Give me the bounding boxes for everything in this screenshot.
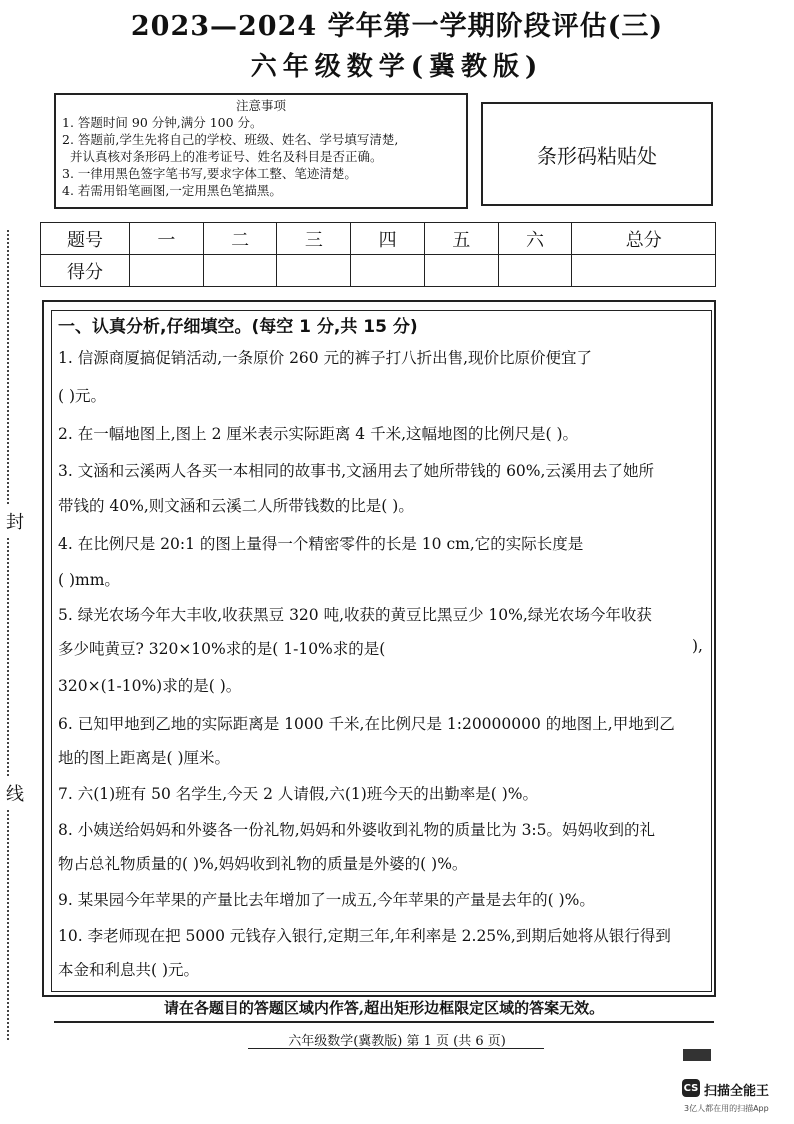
- scan-smudge: [683, 1049, 711, 1061]
- barcode-area: [481, 102, 713, 206]
- question-line: 3. 文涵和云溪两人各买一本相同的故事书,文涵用去了她所带钱的 60%,云溪用去了她所: [58, 462, 654, 480]
- score-cell: 六: [498, 223, 572, 255]
- question-line: 2. 在一幅地图上,图上 2 厘米表示实际距离 4 千米,这幅地图的比例尺是( )。: [58, 425, 579, 443]
- score-cell: 二: [203, 223, 277, 255]
- question-line: ( )元。: [58, 387, 107, 405]
- score-cell: 五: [424, 223, 498, 255]
- question-line: 9. 某果园今年苹果的产量比去年增加了一成五,今年苹果的产量是去年的( )%。: [58, 891, 595, 909]
- score-header-row: [41, 223, 716, 255]
- section-title: 一、认真分析,仔细填空。(每空 1 分,共 15 分): [58, 317, 418, 337]
- page-footer: 六年级数学(冀教版) 第 1 页 (共 6 页): [288, 1034, 506, 1049]
- notice-item: 1. 答题时间 90 分钟,满分 100 分。: [62, 115, 263, 130]
- question-line: 7. 六(1)班有 50 名学生,今天 2 人请假,六(1)班今天的出勤率是( )%。: [58, 785, 539, 803]
- notice-box: [54, 93, 468, 209]
- question-line: 物占总礼物质量的( )%,妈妈收到礼物的质量是外婆的( )%。: [58, 855, 468, 873]
- score-input-cell[interactable]: [351, 255, 425, 287]
- exam-title: 2023—2024 学年第一学期阶段评估(三): [130, 11, 664, 42]
- question-line: 5. 绿光农场今年大丰收,收获黑豆 320 吨,收获的黄豆比黑豆少 10%,绿光农场今年收获: [58, 606, 652, 624]
- notice-heading: 注意事项: [235, 98, 286, 113]
- camscanner-tagline: 3亿人都在用的扫描App: [684, 1104, 769, 1113]
- score-table: [40, 222, 716, 287]
- score-input-cell[interactable]: [277, 255, 351, 287]
- score-cell: 总分: [572, 223, 716, 255]
- exam-subtitle: 六年级数学(冀教版): [250, 52, 544, 82]
- margin-char-feng: 封: [6, 506, 24, 536]
- question-line: ( )mm。: [58, 571, 120, 589]
- score-cell: 一: [130, 223, 204, 255]
- bottom-notice: 请在各题目的答题区域内作答,超出矩形边框限定区域的答案无效。: [54, 997, 714, 1023]
- score-input-cell[interactable]: [203, 255, 277, 287]
- notice-item: 2. 答题前,学生先将自己的学校、班级、姓名、学号填写清楚,: [62, 132, 399, 147]
- question-line: 多少吨黄豆? 320×10%求的是( 1-10%求的是(: [58, 640, 386, 658]
- binding-dotted-line: [7, 230, 9, 1040]
- question-line: 本金和利息共( )元。: [58, 961, 200, 979]
- score-cell: 三: [277, 223, 351, 255]
- question-line: 地的图上距离是( )厘米。: [58, 749, 231, 767]
- score-row-label: 得分: [41, 255, 130, 287]
- question-line: 10. 李老师现在把 5000 元钱存入银行,定期三年,年利率是 2.25%,到期后她将从银行得到: [58, 927, 671, 945]
- notice-item: 4. 若需用铅笔画图,一定用黑色笔描黑。: [62, 183, 282, 198]
- score-input-cell[interactable]: [572, 255, 716, 287]
- question-line: 1. 信源商厦搞促销活动,一条原价 260 元的裤子打八折出售,现价比原价便宜了: [58, 349, 593, 367]
- score-input-cell[interactable]: [424, 255, 498, 287]
- question-line: 4. 在比例尺是 20:1 的图上量得一个精密零件的长是 10 cm,它的实际长度是: [58, 535, 584, 553]
- question-line: 320×(1-10%)求的是( )。: [58, 677, 242, 695]
- question-line: 带钱的 40%,则文涵和云溪二人所带钱数的比是( )。: [58, 497, 414, 515]
- question-line: 8. 小姨送给妈妈和外婆各一份礼物,妈妈和外婆收到礼物的质量比为 3:5。妈妈收到的礼: [58, 821, 656, 839]
- score-cell: 题号: [41, 223, 130, 255]
- camscanner-badge-text: CS: [683, 1082, 699, 1094]
- score-input-cell[interactable]: [130, 255, 204, 287]
- score-cell: 四: [351, 223, 425, 255]
- notice-item: 并认真核对条形码上的准考证号、姓名及科目是否正确。: [70, 149, 383, 164]
- barcode-label: 条形码粘贴处: [537, 143, 657, 168]
- camscanner-name: 扫描全能王: [704, 1084, 770, 1099]
- question-line-tail: ),: [692, 637, 703, 655]
- score-value-row: [41, 255, 716, 287]
- footer-rule: [248, 1048, 544, 1049]
- margin-char-xian: 线: [6, 778, 24, 808]
- question-line: 6. 已知甲地到乙地的实际距离是 1000 千米,在比例尺是 1:20000000 的地图上,甲地到乙: [58, 715, 675, 733]
- notice-item: 3. 一律用黑色签字笔书写,要求字体工整、笔迹清楚。: [62, 166, 357, 181]
- camscanner-logo-icon: [682, 1079, 700, 1097]
- score-input-cell[interactable]: [498, 255, 572, 287]
